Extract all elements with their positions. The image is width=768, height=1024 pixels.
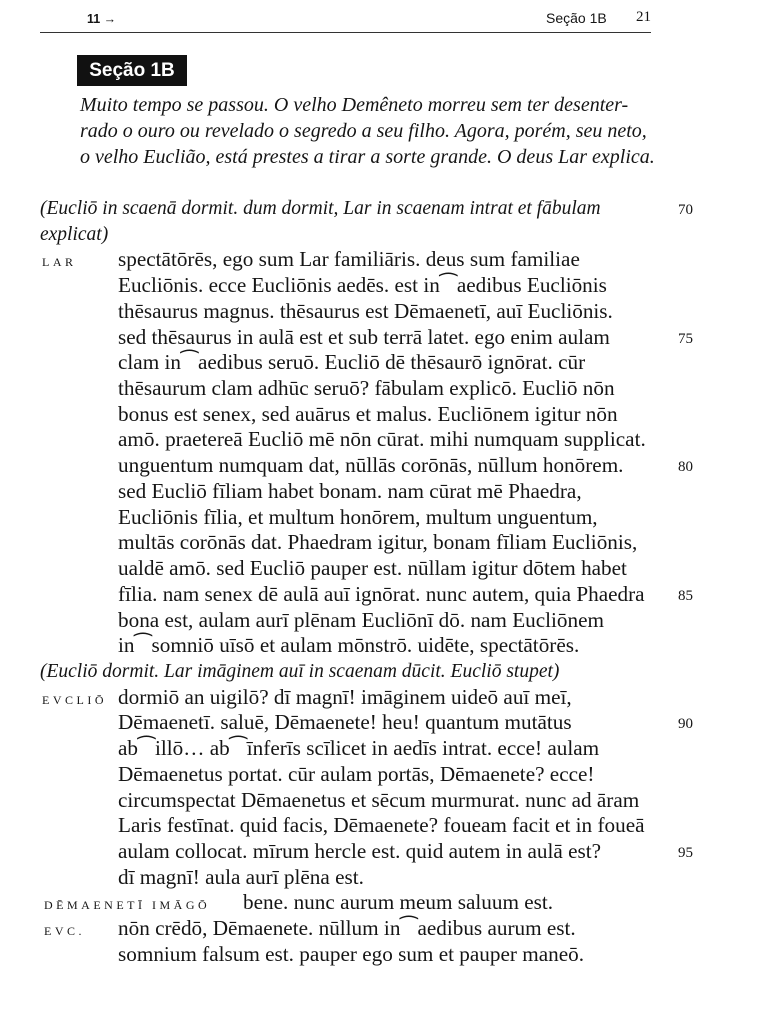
- verse-line: [0, 762, 768, 788]
- verse-text: bene. nunc aurum meum saluum est.: [243, 890, 554, 915]
- stage-direction-text: (Eucliō in scaenā dormit. dum dormit, Lar in scaenam intrat et fābulam: [40, 198, 601, 219]
- verse-text: aulam collocat. mīrum hercle est. quid autem in aulā est?: [118, 838, 602, 863]
- intro-line: rado o ouro ou revelado o segredo a seu filho. Agora, porém, seu neto,: [80, 120, 647, 142]
- verse-line: [0, 839, 768, 865]
- verse-line: [0, 427, 768, 453]
- line-number: 70: [678, 202, 693, 218]
- verse-line: [0, 633, 768, 659]
- verse-line: [0, 813, 768, 839]
- speaker-label: DĒMAENETĪ IMĀGŌ: [44, 898, 211, 913]
- verse-text: Laris festīnat. quid facis, Dēmaenete? foueam facit et in foueā: [118, 813, 645, 838]
- page-number: 21: [636, 9, 651, 25]
- verse-text: in⁀somniō uīsō et aulam mōnstrō. uidēte, spectātōrēs.: [118, 633, 580, 658]
- speaker-label: LAR: [42, 255, 77, 270]
- header-rule: [40, 32, 651, 33]
- verse-line: [0, 505, 768, 531]
- stage-direction-line: [0, 222, 768, 248]
- line-number: 85: [678, 587, 693, 604]
- verse-line: [0, 710, 768, 736]
- verse-text: circumspectat Dēmaenetus et sēcum murmurat. nunc ad āram: [118, 787, 640, 812]
- verse-line: [0, 608, 768, 634]
- play-text: [0, 196, 768, 968]
- intro-paragraph: [80, 92, 655, 170]
- verse-line: [0, 299, 768, 325]
- line-number: 75: [678, 330, 693, 347]
- verse-line: [0, 530, 768, 556]
- verse-text: bona est, aulam aurī plēnam Eucliōnī dō. nam Eucliōnem: [118, 607, 604, 632]
- verse-text: unguentum numquam dat, nūllās corōnās, nūllum honōrem.: [118, 453, 624, 478]
- speaker-label: EVC.: [44, 924, 85, 939]
- verse-line: [0, 865, 768, 891]
- verse-text: sed Eucliō fīliam habet bonam. nam cūrat mē Phaedra,: [118, 478, 582, 503]
- verse-line: [0, 685, 768, 711]
- verse-line: [0, 582, 768, 608]
- section-title: Seção 1B: [77, 55, 187, 86]
- speaker-label: EVCLIŌ: [42, 692, 107, 707]
- verse-text: somnium falsum est. pauper ego sum et pauper maneō.: [118, 941, 585, 966]
- verse-text: ualdē amō. sed Eucliō pauper est. nūllam igitur dōtem habet: [118, 556, 627, 581]
- verse-line: [0, 453, 768, 479]
- verse-text: thēsaurum clam adhūc seruō? fābulam explicō. Eucliō nōn: [118, 376, 615, 401]
- intro-line: o velho Euclião, está prestes a tirar a sorte grande. O deus Lar explica.: [80, 146, 655, 168]
- verse-text: bonus est senex, sed auārus et malus. Eucliōnem igitur nōn: [118, 401, 618, 426]
- running-head-section: Seção 1B: [546, 10, 607, 26]
- verse-line: [0, 556, 768, 582]
- verse-text: ab⁀illō… ab⁀īnferīs scīlicet in aedīs intrat. ecce! aulam: [118, 736, 600, 761]
- verse-line: [0, 890, 768, 916]
- verse-text: clam in⁀aedibus seruō. Eucliō dē thēsaurō ignōrat. cūr: [118, 350, 586, 375]
- line-number: 95: [678, 844, 693, 861]
- verse-text: dī magnī! aula aurī plēna est.: [118, 864, 364, 889]
- verse-line: [0, 350, 768, 376]
- verse-text: spectātōrēs, ego sum Lar familiāris. deus sum familiae: [118, 247, 580, 272]
- verse-line: [0, 736, 768, 762]
- stage-direction-text: (Eucliō dormit. Lar imāginem auī in scaenam dūcit. Eucliō stupet): [40, 660, 560, 682]
- verse-text: sed thēsaurus in aulā est et sub terrā latet. ego enim aulam: [118, 324, 610, 349]
- stage-direction-line: [0, 196, 768, 222]
- stage-direction-text: explicat): [40, 223, 109, 245]
- line-number: 80: [678, 459, 693, 476]
- verse-text: amō. praetereā Eucliō mē nōn cūrat. mihi numquam supplicat.: [118, 427, 646, 452]
- verse-text: Eucliōnis. ecce Eucliōnis aedēs. est in⁀aedibus Eucliōnis: [118, 273, 607, 298]
- verse-line: [0, 325, 768, 351]
- verse-line: [0, 273, 768, 299]
- stage-direction-line: [0, 659, 768, 685]
- verse-line: [0, 479, 768, 505]
- verse-text: nōn crēdō, Dēmaenete. nūllum in⁀aedibus aurum est.: [118, 916, 576, 941]
- chapter-marker: 11 →: [87, 12, 117, 26]
- verse-text: Eucliōnis fīlia, et multum honōrem, multum unguentum,: [118, 504, 598, 529]
- verse-line: [0, 788, 768, 814]
- verse-text: thēsaurus magnus. thēsaurus est Dēmaenetī, auī Eucliōnis.: [118, 298, 613, 323]
- verse-text: Dēmaenetus portat. cūr aulam portās, Dēmaenete? ecce!: [118, 761, 595, 786]
- verse-text: multās corōnās dat. Phaedram igitur, bonam fīliam Eucliōnis,: [118, 530, 638, 555]
- verse-line: [0, 942, 768, 968]
- verse-line: [0, 247, 768, 273]
- line-number: 90: [678, 716, 693, 733]
- intro-line: Muito tempo se passou. O velho Demêneto morreu sem ter desenter-: [80, 94, 629, 116]
- verse-line: [0, 376, 768, 402]
- verse-text: Dēmaenetī. saluē, Dēmaenete! heu! quantum mutātus: [118, 710, 572, 735]
- verse-line: [0, 402, 768, 428]
- verse-text: fīlia. nam senex dē aulā auī ignōrat. nunc autem, quia Phaedra: [118, 581, 645, 606]
- verse-line: [0, 916, 768, 942]
- verse-text: dormiō an uigilō? dī magnī! imāginem uideō auī meī,: [118, 684, 572, 709]
